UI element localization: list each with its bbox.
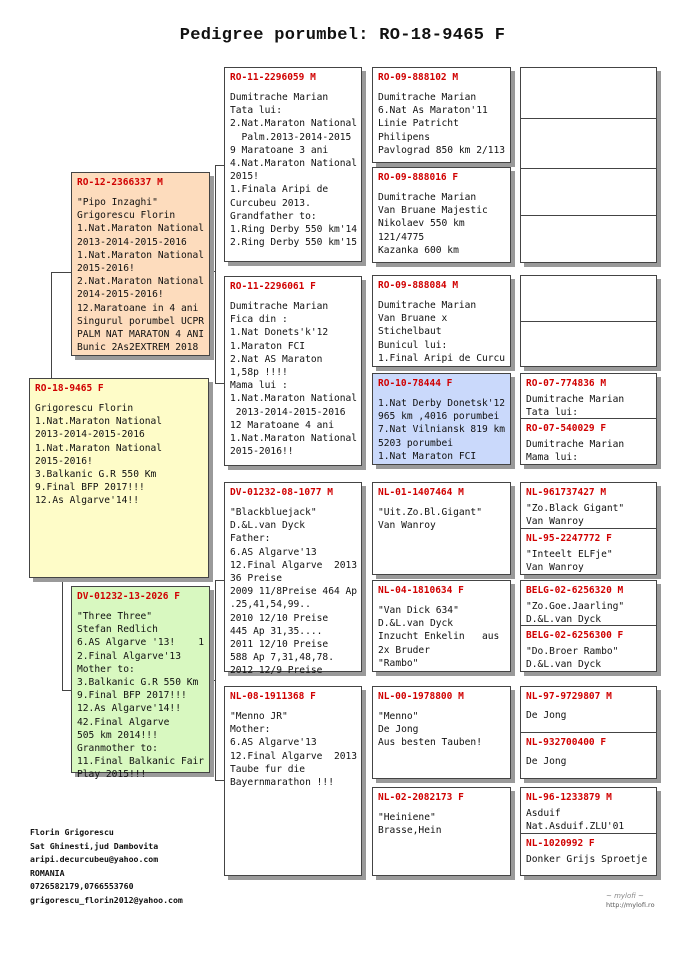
ring-number: DV-01232-08-1077 M — [230, 487, 333, 498]
ring-number: BELG-02-6256320 M — [526, 585, 624, 596]
great-grandparent-card — [372, 787, 511, 876]
connector-line — [215, 580, 224, 581]
dam-card — [71, 586, 210, 781]
ancestor-entry — [521, 626, 656, 674]
subject-pigeon-card — [29, 378, 209, 578]
signature-logo: ~ mylofi ~ — [606, 892, 644, 900]
pigeon-notes: "Menno" De Jong Aus besten Tauben! — [378, 711, 482, 749]
pigeon-notes: Grigorescu Florin 1.Nat.Maraton National 2013-2014-2015-2016 1.Nat.Maraton National 2015-2016! 3.Balkanic G.R 550 Km 9.Final BFP 2017!!! 12.As Algarve'14!! — [35, 403, 163, 507]
ring-number: BELG-02-6256300 F — [526, 630, 624, 641]
pigeon-notes: De Jong — [526, 710, 567, 721]
credit-url: http://mylofi.ro — [606, 901, 655, 909]
pigeon-notes: "Heiniene" Brasse,Hein — [378, 812, 442, 837]
pigeon-notes: "Zo.Black Gigant" Van Wanroy — [526, 503, 625, 528]
connector-line — [62, 578, 63, 690]
ring-number: NL-01-1407464 M — [378, 487, 464, 498]
ancestor-pair-card — [520, 686, 657, 779]
connector-line — [215, 165, 216, 383]
ring-number: NL-96-1233879 M — [526, 792, 612, 803]
ancestor-pair-card — [520, 67, 657, 263]
great-grandparent-card — [372, 167, 511, 263]
ring-number: NL-00-1978800 M — [378, 691, 464, 702]
pigeon-notes: "Uit.Zo.Bl.Gigant" Van Wanroy — [378, 507, 482, 532]
connector-line — [215, 383, 224, 384]
ring-number: RO-10-78444 F — [378, 378, 453, 389]
pigeon-notes: "Van Dick 634" D.&L.van Dyck Inzucht Enkelin aus 2x Bruder "Rambo" — [378, 605, 500, 669]
ring-number: RO-07-774836 M — [526, 378, 607, 389]
ancestor-entry — [521, 169, 656, 182]
pigeon-notes: Dumitrache Marian Van Bruane x Stichelbaut Bunicul lui: 1.Final Aripi de Curcu — [378, 300, 506, 364]
breeder-contact: Florin Grigorescu Sat Ghinesti,jud Dambovita aripi.decurcubeu@yahoo.com ROMANIA 0726582179,0766553760 grigorescu_florin2012@yahoo.com — [30, 827, 183, 905]
ancestor-entry — [521, 119, 656, 132]
ancestor-pair-card — [520, 482, 657, 575]
grandparent-card — [224, 67, 362, 262]
pigeon-notes: Dumitrache Marian Fica din : 1.Nat Donets'k'12 1.Maraton FCI 2.Nat AS Maraton 1,58p !!!! Mama lui : 1.Nat.Maraton National 2013-2014-2015-2016 12 Maratoane 4 ani 1.Nat.Maraton National 2015-2016!! — [230, 301, 358, 458]
ring-number: NL-02-2082173 F — [378, 792, 464, 803]
ancestor-entry — [521, 529, 656, 577]
connector-line — [215, 165, 224, 166]
great-grandparent-card — [372, 67, 511, 163]
ring-number: NL-95-2247772 F — [526, 533, 612, 544]
pigeon-notes: Dumitrache Marian Van Bruane Majestic Nikolaev 550 km 121/4775 Kazanka 600 km — [378, 192, 488, 256]
pigeon-notes: Dumitrache Marian Mama lui: — [526, 439, 625, 464]
sire-card — [71, 172, 210, 356]
pigeon-notes: "Do.Broer Rambo" D.&L.van Dyck — [526, 646, 619, 671]
pigeon-notes: Dumitrache Marian Tata lui: — [526, 394, 625, 419]
ancestor-entry — [521, 483, 656, 531]
connector-line — [209, 680, 216, 681]
ancestor-entry — [521, 322, 656, 335]
connector-line — [209, 271, 216, 272]
ancestor-pair-card — [520, 580, 657, 672]
great-grandparent-card — [372, 580, 511, 672]
pigeon-notes: "Menno JR" Mother: 6.AS Algarve'13 12.Final Algarve 2013 Taube fur die Bayernmarathon !!! — [230, 711, 358, 789]
great-grandparent-card — [372, 275, 511, 367]
ring-number: RO-07-540029 F — [526, 423, 607, 434]
ancestor-pair-card — [520, 275, 657, 367]
ancestor-pair-card — [520, 787, 657, 876]
connector-line — [215, 780, 224, 781]
great-grandparent-card — [372, 686, 511, 779]
ancestor-entry — [521, 216, 656, 229]
software-credit — [606, 892, 655, 909]
pigeon-notes: "Zo.Goe.Jaarling" D.&L.van Dyck — [526, 601, 625, 626]
ring-number: RO-11-2296059 M — [230, 72, 316, 83]
grandparent-card — [224, 482, 362, 677]
ring-number: RO-09-888016 F — [378, 172, 459, 183]
ancestor-entry — [521, 788, 656, 836]
ring-number: NL-04-1810634 F — [378, 585, 464, 596]
pigeon-notes: "Inteelt ELFje" Van Wanroy — [526, 549, 613, 574]
ring-number: RO-11-2296061 F — [230, 281, 316, 292]
ancestor-pair-card — [520, 373, 657, 465]
ancestor-entry — [521, 733, 656, 771]
grandparent-card — [224, 276, 362, 466]
ancestor-entry — [521, 419, 656, 467]
ring-number: RO-09-888102 M — [378, 72, 459, 83]
pigeon-notes: Dumitrache Marian 6.Nat As Maraton'11 Linie Patricht Philipens Pavlograd 850 km 2/113 — [378, 92, 506, 156]
ancestor-entry — [521, 374, 656, 422]
pigeon-notes: Donker Grijs Sproetje — [526, 854, 648, 865]
ring-number: RO-18-9465 F — [35, 383, 104, 394]
pigeon-notes: Dumitrache Marian Tata lui: 2.Nat.Maraton National Palm.2013-2014-2015 9 Maratoane 3 ani 4.Nat.Maraton National 2015! 1.Finala Aripi de Curcubeu 2013. Grandfather to: 1.Ring Derby 550 km'14 2.Ring Derby 550 km'15 — [230, 92, 358, 249]
ancestor-entry — [521, 834, 656, 869]
connector-line — [51, 272, 71, 273]
pigeon-notes: "Blackbluejack" D.&L.van Dyck Father: 6.AS Algarve'13 12.Final Algarve 2013 36 Preise 2009 11/8Preise 464 Ap .25,41,54,99.. 2010 12/10 Preise 445 Ap 31,35.... 2011 12/10 Preise 588 Ap 7,31,48,78. 2012 12/9 Preise — [230, 507, 358, 677]
connector-line — [51, 272, 52, 378]
great-grandparent-card — [372, 482, 511, 575]
ring-number: RO-12-2366337 M — [77, 177, 163, 188]
page-title: Pedigree porumbel: RO-18-9465 F — [179, 26, 506, 45]
great-grandparent-card — [372, 373, 511, 465]
ring-number: NL-961737427 M — [526, 487, 607, 498]
pigeon-notes: "Pipo Inzaghi" Grigorescu Florin 1.Nat.Maraton National 2013-2014-2015-2016 1.Nat.Maraton National 2015-2016! 2.Nat.Maraton National 2014-2015-2016! 12.Maratoane in 4 ani Singurul porumbel UCPR PALM NAT MARATON 4 ANI Bunic 2As2EXTREM 2018 — [77, 197, 205, 354]
ring-number: RO-09-888084 M — [378, 280, 459, 291]
ring-number: NL-97-9729807 M — [526, 691, 612, 702]
grandparent-card — [224, 686, 362, 876]
pigeon-notes: Asduif Nat.Asduif.ZLU'01 — [526, 808, 625, 833]
pigeon-notes: "Three Three" Stefan Redlich 6.AS Algarve '13! 1 2.Final Algarve'13 Mother to: 3.Balkanic G.R 550 Km 9.Final BFP 2017!!! 12.As Algarve'14!! 42.Final Algarve 505 km 2014!!! Granmother to: 11.Final Balkanic Fair Play 2015!!! — [77, 611, 205, 781]
pigeon-notes: De Jong — [526, 756, 567, 767]
ancestor-entry — [521, 581, 656, 629]
pigeon-notes: 1.Nat Derby Donetsk'12 965 km ,4016 porumbei 7.Nat Vilniansk 819 km 5203 porumbei 1.Nat Maraton FCI — [378, 398, 506, 462]
ancestor-entry — [521, 68, 656, 81]
connector-line — [62, 690, 71, 691]
ring-number: NL-1020992 F — [526, 838, 595, 849]
ring-number: NL-08-1911368 F — [230, 691, 316, 702]
ring-number: NL-932700400 F — [526, 737, 607, 748]
ancestor-entry — [521, 276, 656, 289]
ring-number: DV-01232-13-2026 F — [77, 591, 180, 602]
ancestor-entry — [521, 687, 656, 725]
